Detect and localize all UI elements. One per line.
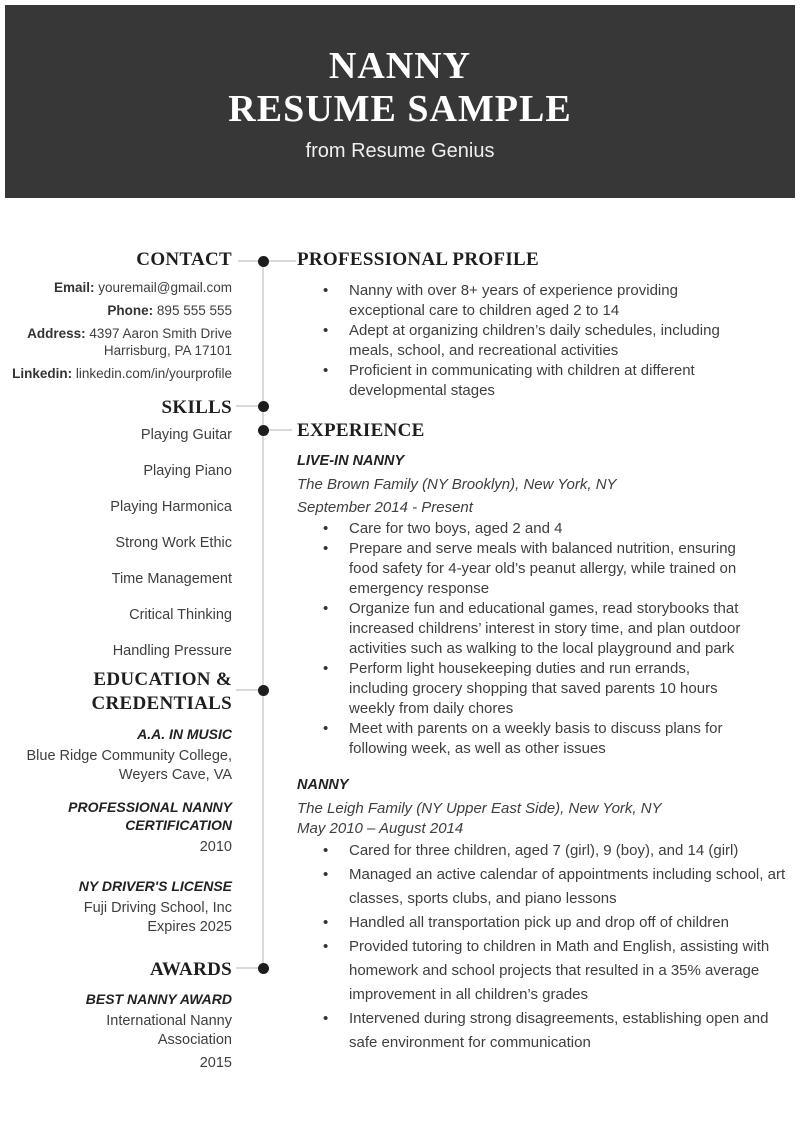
job-dates: May 2010 – August 2014 xyxy=(297,820,464,837)
skill-item: Time Management xyxy=(111,571,232,587)
timeline-dot-awards xyxy=(258,963,269,974)
header-banner xyxy=(5,5,795,198)
contact-value-linkedin: linkedin.com/in/yourprofile xyxy=(75,366,232,381)
job-bullet: • Cared for three children, aged 7 (girl), 9 (boy), and 14 (girl) xyxy=(297,839,794,863)
contact-item-phone xyxy=(0,302,232,319)
timeline-dot-skills xyxy=(258,401,269,412)
page-title-line1: NANNY xyxy=(328,45,472,87)
job-employer: The Leigh Family (NY Upper East Side), New York, NY xyxy=(297,800,662,817)
page-subtitle: from Resume Genius xyxy=(305,140,495,162)
section-heading-contact: CONTACT xyxy=(136,249,232,270)
contact-label-linkedin: Linkedin: xyxy=(12,366,73,381)
award-entry-year: 2015 xyxy=(199,1055,232,1071)
job-bullet-list xyxy=(297,519,749,759)
skill-item: Playing Guitar xyxy=(140,427,232,443)
section-heading-education: EDUCATION & CREDENTIALS xyxy=(91,669,232,714)
skill-item: Critical Thinking xyxy=(129,607,232,623)
skill-item: Playing Piano xyxy=(143,463,232,479)
job-employer: The Brown Family (NY Brooklyn), New York, NY xyxy=(297,476,617,493)
contact-list xyxy=(0,279,232,382)
contact-item-address xyxy=(0,325,232,359)
skills-list xyxy=(0,425,232,661)
education-entry-title: A.A. IN MUSIC xyxy=(137,726,232,742)
section-heading-experience: EXPERIENCE xyxy=(297,420,425,441)
profile-bullet: • Proficient in communicating with children at different developmental stages xyxy=(297,361,749,401)
timeline-line xyxy=(262,261,264,974)
job-bullet: • Meet with parents on a weekly basis to discuss plans for following week, as well as other issues xyxy=(297,719,749,759)
contact-value-address-line2: Harrisburg, PA 17101 xyxy=(103,343,232,358)
section-heading-profile: PROFESSIONAL PROFILE xyxy=(297,249,539,270)
job-bullet: • Provided tutoring to children in Math and English, assisting with homework and school projects that resulted in a 35% average improvement in all children’s grades xyxy=(297,935,794,1007)
contact-value-phone: 895 555 555 xyxy=(156,303,232,318)
education-entry-title: NY DRIVER'S LICENSE xyxy=(78,878,232,894)
education-entry xyxy=(0,877,232,937)
section-heading-skills: SKILLS xyxy=(161,397,232,418)
experience-job xyxy=(297,452,797,759)
contact-item-linkedin xyxy=(0,365,232,382)
education-entry-title: PROFESSIONAL NANNY CERTIFICATION xyxy=(68,799,232,833)
profile-bullet: • Nanny with over 8+ years of experience providing exceptional care to children aged 2 to 14 xyxy=(297,281,749,321)
page-title-line2: RESUME SAMPLE xyxy=(228,88,572,130)
job-bullet: • Managed an active calendar of appointments including school, art classes, sports clubs, and piano lessons xyxy=(297,863,794,911)
job-bullet-list xyxy=(297,839,794,1055)
contact-value-address-line1: 4397 Aaron Smith Drive xyxy=(89,326,232,341)
profile-bullet: • Adept at organizing children’s daily schedules, including meals, school, and recreational activities xyxy=(297,321,749,361)
contact-label-email: Email: xyxy=(53,280,95,295)
job-bullet: • Organize fun and educational games, read storybooks that increased childrens’ interest in story time, and plan outdoor activities such as walking to the local playground and park xyxy=(297,599,749,659)
job-title: NANNY xyxy=(297,777,349,793)
education-entry-line: Fuji Driving School, Inc xyxy=(83,900,232,916)
education-entry-year: 2010 xyxy=(199,839,232,855)
contact-value-email: youremail@gmail.com xyxy=(98,280,232,295)
job-bullet: • Prepare and serve meals with balanced nutrition, ensuring food safety for 4-year old’s peanut allergy, while trained on emergency response xyxy=(297,539,749,599)
contact-label-phone: Phone: xyxy=(107,303,154,318)
award-entry-title: BEST NANNY AWARD xyxy=(85,991,232,1007)
skill-item: Playing Harmonica xyxy=(110,499,232,515)
job-bullet: • Care for two boys, aged 2 and 4 xyxy=(297,519,749,539)
experience-job xyxy=(297,776,797,1055)
job-bullet: • Perform light housekeeping duties and run errands, including grocery shopping that saved parents 10 hours weekly from daily chores xyxy=(297,659,749,719)
award-entry-line: Association xyxy=(157,1032,232,1048)
profile-bullet-list xyxy=(297,281,749,401)
job-dates: September 2014 - Present xyxy=(297,499,473,516)
timeline-dot-contact xyxy=(258,256,269,267)
contact-item-email xyxy=(0,279,232,296)
job-bullet: • Intervened during strong disagreements, establishing open and safe environment for communication xyxy=(297,1007,794,1055)
page-title xyxy=(5,45,795,131)
award-entry-line: International Nanny xyxy=(106,1013,232,1029)
education-entry xyxy=(0,798,232,857)
sidebar xyxy=(0,248,232,1073)
skill-item: Handling Pressure xyxy=(112,643,232,659)
contact-label-address: Address: xyxy=(27,326,86,341)
education-entry-line: Weyers Cave, VA xyxy=(118,767,232,783)
job-title: LIVE-IN NANNY xyxy=(297,453,405,469)
education-entry xyxy=(0,725,232,785)
timeline-dot-education xyxy=(258,685,269,696)
timeline-dot-experience xyxy=(258,425,269,436)
main-content xyxy=(297,248,797,1055)
education-entry-line: Expires 2025 xyxy=(147,919,232,935)
skill-item: Strong Work Ethic xyxy=(115,535,232,551)
job-bullet: • Handled all transportation pick up and drop off of children xyxy=(297,911,794,935)
section-heading-awards: AWARDS xyxy=(149,959,232,980)
award-entry xyxy=(0,990,232,1073)
education-entry-line: Blue Ridge Community College, xyxy=(26,748,232,764)
